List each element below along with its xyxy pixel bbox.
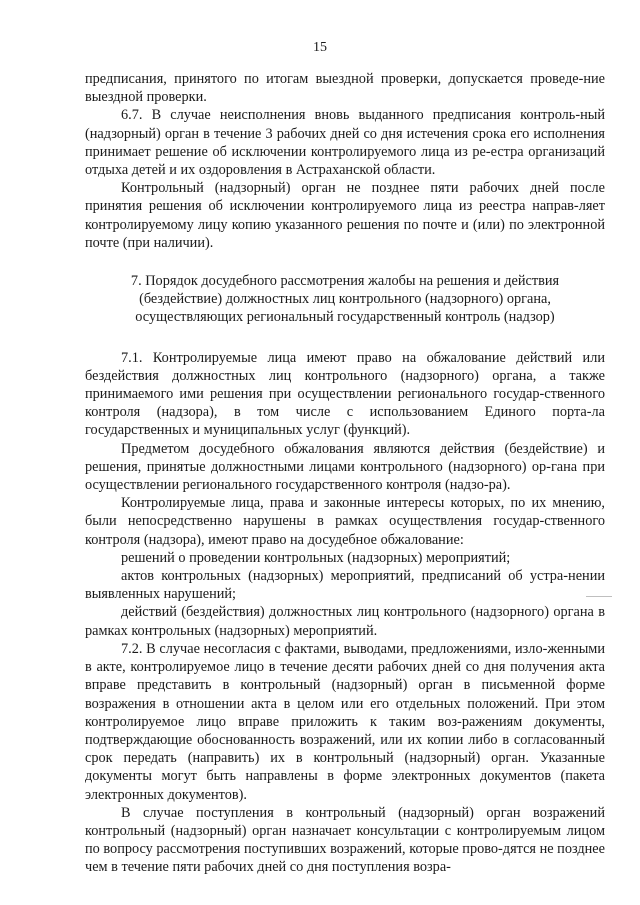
section-heading [85, 272, 605, 327]
paragraph-7-1: 7.1. Контролируемые лица имеют право на обжалование действий или бездействия должностных лиц контрольного (надзорного) органа, а также принимаемого ими решения при осуществлении регионального государ-ственного контроля (надзора), в том числе с использованием Единого порта-ла государственных и муниципальных услуг (функций). [85, 349, 605, 439]
paragraph-continuation: предписания, принятого по итогам выездной проверки, допускается проведе-ние выездной проверки. [85, 71, 605, 106]
paragraph-appeal-rights: Контролируемые лица, права и законные интересы которых, по их мнению, были непосредственно нарушены в рамках осуществления государ-ственного контроля (надзора), имеют право на досудебное обжалование: [85, 495, 605, 548]
page-number: 15 [313, 40, 327, 55]
scan-artifact-line [586, 596, 612, 597]
document-body [85, 70, 605, 877]
paragraph-7-2: 7.2. В случае несогласия с фактами, выводами, предложениями, изло-женными в акте, контролируемое лицо в течение десяти рабочих дней со дня получения акта вправе представить в контрольный (надзорный) орган в письменной форме возражения в отношении акта в целом или его отдельных положений. При этом контролируемое лицо вправе приложить к таким воз-ражениям документы, подтверждающие обоснованность возражений, или их копии либо в согласованный срок передать (направить) их в контрольный (надзорный) орган. Указанные документы могут быть направлены в форме электронных документов (пакета электронных документов). [85, 640, 605, 803]
section-heading-line: 7. Порядок досудебного рассмотрения жалобы на решения и действия [130, 273, 560, 290]
paragraph-6-7: 6.7. В случае неисполнения вновь выданного предписания контроль-ный (надзорный) орган в течение 3 рабочих дней со дня истечения срока его исполнения принимает решение об исключении контролируемого лица из ре-естра организаций отдыха детей и их оздоровления в Астраханской области. [85, 107, 605, 179]
list-item-actions: действий (бездействия) должностных лиц контрольного (надзорного) органа в рамках контрольных (надзорных) мероприятий. [85, 604, 605, 639]
paragraph-objections: В случае поступления в контрольный (надзорный) орган возражений контрольный (надзорный) орган назначает консультации с контролируемым лицом по вопросу рассмотрения поступивших возражений, которые прово-дятся не позднее чем в течение пяти рабочих дней со дня поступления возра- [85, 804, 605, 876]
list-item-acts: актов контрольных (надзорных) мероприятий, предписаний об устра-нении выявленных нарушений; [85, 568, 605, 603]
paragraph-exclusion-notice: Контрольный (надзорный) орган не позднее пяти рабочих дней после принятия решения об исключении контролируемого лица из реестра направ-ляет контролируемому лицу копию указанного решения по почте и (или) по электронной почте (при наличии). [85, 180, 605, 251]
section-heading-line: осуществляющих региональный государственный контроль (надзор) [135, 309, 555, 326]
list-item-decisions: решений о проведении контрольных (надзорных) мероприятий; [121, 549, 511, 566]
paragraph-appeal-subject: Предметом досудебного обжалования являются действия (бездействие) и решения, принятые должностными лицами контрольного (надзорного) ор-гана при осуществлении регионального государственного контроля (надзо-ра). [85, 440, 605, 494]
section-heading-line: (бездействие) должностных лиц контрольного (надзорного) органа, [139, 291, 551, 308]
